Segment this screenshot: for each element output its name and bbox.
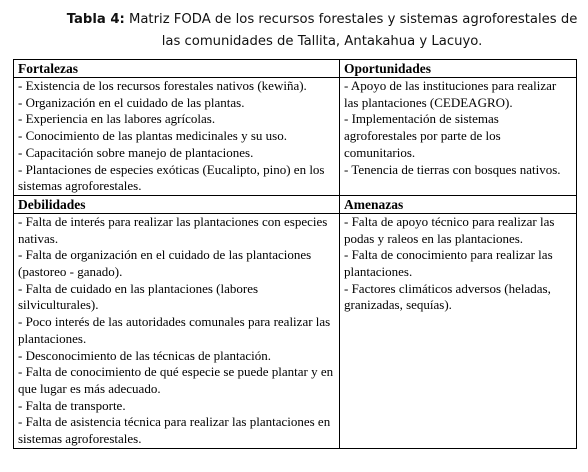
- oportunidades-header: Oportunidades: [340, 60, 577, 78]
- list-item: - Existencia de los recursos forestales nativos (kewiña).: [18, 78, 307, 93]
- list-item: - Factores climáticos adversos (heladas, granizadas, sequías).: [344, 280, 551, 313]
- foda-table: [13, 59, 577, 449]
- list-item: - Plantaciones de especies exóticas (Eucalipto, pino) en los sistemas agroforestales.: [18, 161, 325, 194]
- table-row: [14, 213, 577, 448]
- list-item: - Falta de interés para realizar las plantaciones con especies nativas.: [18, 213, 328, 246]
- list-item: - Organización en el cuidado de las plantas.: [18, 94, 245, 110]
- fortalezas-header: Fortalezas: [14, 60, 340, 78]
- debilidades-cell: [14, 213, 340, 448]
- debilidades-header: Debilidades: [14, 195, 340, 213]
- caption-text: Matriz FODA de los recursos forestales y sistemas agroforestales de las comunidades de Tallita, Antakahua y Lacuyo.: [124, 12, 578, 49]
- list-item: - Falta de conocimiento para realizar las plantaciones.: [344, 247, 553, 280]
- list-item: - Poco interés de las autoridades comunales para realizar las plantaciones.: [18, 314, 331, 346]
- list-item: - Conocimiento de las plantas medicinales y su uso.: [18, 128, 287, 144]
- list-item: - Falta de transporte.: [18, 397, 126, 413]
- table-row: [14, 78, 577, 196]
- list-item: - Apoyo de las instituciones para realizar las plantaciones (CEDEAGRO).: [344, 78, 557, 110]
- list-item: - Falta de cuidado en las plantaciones (labores silviculturales).: [18, 280, 259, 313]
- fortalezas-cell: [14, 78, 340, 196]
- oportunidades-cell: [340, 78, 577, 196]
- list-item: - Experiencia en las labores agrícolas.: [18, 111, 216, 127]
- list-item: - Falta de apoyo técnico para realizar las podas y raleos en las plantaciones.: [344, 213, 555, 246]
- list-item: - Falta de asistencia técnica para realizar las plantaciones en sistemas agroforestales.: [18, 414, 331, 447]
- caption-label: Tabla 4:: [66, 12, 125, 27]
- table-header-row: [14, 60, 577, 78]
- list-item: - Implementación de sistemas agroforestales por parte de los comunitarios.: [344, 111, 501, 160]
- list-item: - Falta de conocimiento de qué especie se puede plantar y en que lugar es más adecuado.: [18, 364, 334, 396]
- amenazas-header: Amenazas: [340, 195, 577, 213]
- table-caption: [64, 9, 580, 53]
- table-header-row: [14, 195, 577, 213]
- list-item: - Desconocimiento de las técnicas de plantación.: [18, 347, 272, 363]
- list-item: - Capacitación sobre manejo de plantaciones.: [18, 144, 254, 160]
- list-item: - Tenencia de tierras con bosques nativos.: [344, 161, 561, 177]
- amenazas-cell: [340, 213, 577, 448]
- list-item: - Falta de organización en el cuidado de las plantaciones (pastoreo - ganado).: [18, 247, 312, 280]
